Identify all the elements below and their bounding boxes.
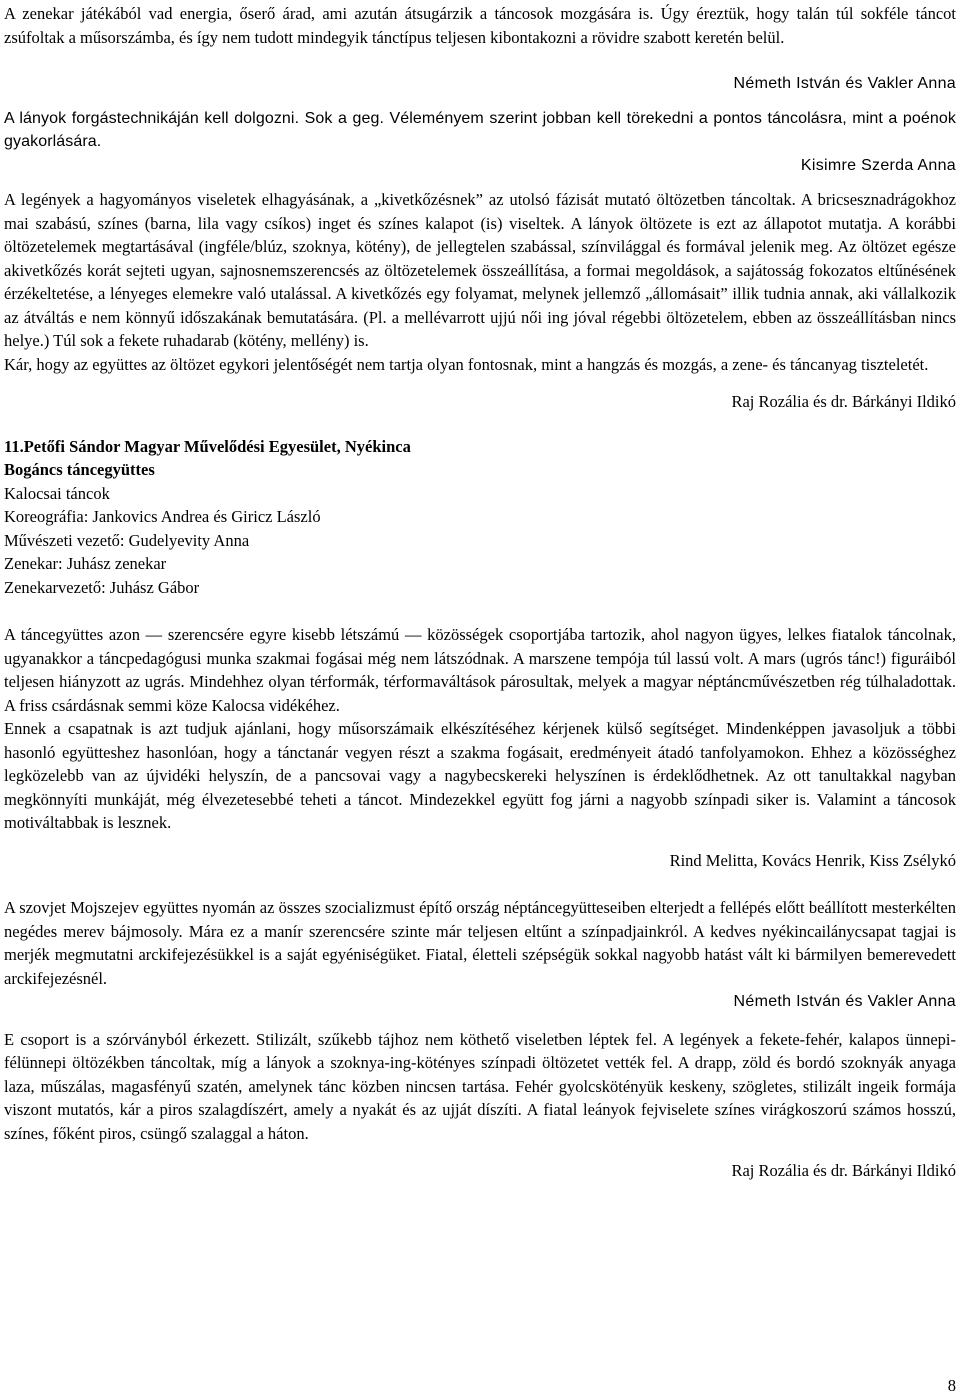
signature-raj-barkanyi: Raj Rozália és dr. Bárkányi Ildikó xyxy=(731,392,956,411)
paragraph-zenekar: A zenekar játékából vad energia, őserő árad, ami azután átsugárzik a táncosok mozgására is. Úgy éreztük, hogy talán túl sokféle táncot zsúfoltak a műsorszámba, és így nem tudott mindegyik tánctípus teljesen kibontakozni a rövidre szabott keretén belül. xyxy=(4,4,956,47)
signature-rind-kovacs-kiss: Rind Melitta, Kovács Henrik, Kiss Zsélykó xyxy=(669,850,956,870)
entry-band: Zenekar: Juhász zenekar xyxy=(4,554,167,573)
paragraph-legenyek: A legények a hagyományos viseletek elhagyásának, a „kivetkőzésnek” az utolsó fázisát mutató öltözetben táncoltak. A bricsesznadrágokhoz mai szabású, színes (barna, lila vagy csíkos) inget és színes kalapot (is) viseltek. A lányok öltözete is ezt az állapotot mutatja. A korábbi öltözetelemek megtartásával (ingféle/blúz, szoknya, kötény), de jellegtelen szabással, színvilággal és formával jelenik meg. Az öltözet egésze akivetkőzés korát sejteti ugyan, sajnosnemszerencsés az öltözetelemek összeállítása, a formai megoldások, a sajátosság fokozatos eltűnésének érzékeltetése, a lényeges elemekre való utalással. A kivetkőzés egy folyamat, melynek jellemző „állomásait” illik tudnia annak, aki vállalkozik az átváltás e nem könnyű időszakának bemutatására. (Pl. a mellévarrott ujjú női ing jóval régebbi öltözetelem, ebben az összeállításban nincs helye.) Túl sok a fekete ruhadarab (kötény, mellény) is. xyxy=(4,190,956,350)
paragraph-lanyok: A lányok forgástechnikáján kell dolgozni. Sok a geg. Véleményem szerint jobban kell törekedni a pontos táncolásra, mint a poénok gyakorlására. xyxy=(4,109,956,150)
entry-choreography: Koreográfia: Jankovics Andrea és Giricz László xyxy=(4,507,321,526)
entry-group: Bogáncs táncegyüttes xyxy=(4,460,155,479)
page-number: 8 xyxy=(947,1376,956,1395)
document-page xyxy=(4,2,956,1183)
signature-nemeth-vakler: Németh István és Vakler Anna xyxy=(733,75,956,92)
entry-bandleader: Zenekarvezető: Juhász Gábor xyxy=(4,577,200,597)
entry-artistic-director: Művészeti vezető: Gudelyevity Anna xyxy=(4,530,250,550)
paragraph-kar: Kár, hogy az együttes az öltözet egykori jelentőségét nem tartja olyan fontosnak, mint a hangzás és mozgás, a zene- és táncanyag tiszteletét. xyxy=(4,354,929,374)
paragraph-mojszejev: A szovjet Mojszejev együttes nyomán az összes szocializmust építő ország néptáncegyütteseiben elterjedt a fellépés előtt beállított mesterkélten negédes merev bájmosoly. Mára ez a manír szerencsére szinte már teljesen eltűnt a színpadjainkról. A kedves nyékincailánycsapat tagjai is merjék megmutatni arckifejezésükkel is a saját egyéniségüket. Fiatal, életteli szépségük sokkal nagyobb hatást vált ki bármilyen bemerevedett arckifejezésnél. xyxy=(4,898,956,988)
signature-raj-barkanyi-2: Raj Rozália és dr. Bárkányi Ildikó xyxy=(731,1161,956,1180)
paragraph-csapatnak: Ennek a csapatnak is azt tudjuk ajánlani, hogy műsorszámaik elkészítéséhez kérjenek külső segítséget. Mindenképpen javasoljuk a többi hasonló együtteshez hasonlóan, hogy a tánctanár vegyen részt a szakma fogásait, eredményeit átadó tanfolyamokon. Ehhez a közösséghez legközelebb van az újvidéki helyszín, de a pancsovai vagy a nagybecskereki helyszínen is érdeklődhetnek. Az ott tanultakkal nagyban megkönnyíti munkáját, még élvezetesebbé teheti a táncot. Mindezekkel együtt fog járni a nagyobb színpadi siker is. Valamint a táncosok motiváltabbak is lesznek. xyxy=(4,719,956,832)
signature-kisimre: Kisimre Szerda Anna xyxy=(800,156,956,174)
entry-title: 11.Petőfi Sándor Magyar Művelődési Egyesület, Nyékinca xyxy=(4,436,411,456)
paragraph-tancegyuttes: A táncegyüttes azon — szerencsére egyre kisebb létszámú — közösségek csoportjába tartozik, ahol nagyon ügyes, lelkes fiatalok táncolnak, ugyanakkor a táncpedagógusi munka szakmai fogásai még nem látszódnak. A marszene tempója túl lassú volt. A mars (ugrós tánc!) figuráiból teljesen hiányzott az ugrás. Mindehhez olyan térformák, térformaváltások párosultak, melyek a magyar néptáncművészetben rég túlhaladottak. A friss csárdásnak semmi köze Kalocsa vidékéhez. xyxy=(4,625,956,715)
entry-piece: Kalocsai táncok xyxy=(4,483,110,503)
paragraph-szorvany: E csoport is a szórványból érkezett. Stilizált, szűkebb tájhoz nem köthető viseletben léptek fel. A legények a fekete-fehér, kalapos ünnepi-félünnepi öltözékben táncoltak, míg a lányok a szoknya-ing-kötényes színpadi öltözetet vették fel. A drapp, zöld és bordó szoknyák anyaga laza, műszálas, magasfényű szatén, amelynek tánc közben nincsen tartása. Fehér gyolcskötényük keskeny, szögletes, stilizált ingeik formája viszont mutatós, kár a piros szalagdíszért, amely a nyakát és az ujját díszíti. A fiatal leányok fejviselete színes virágkoszorú számos hosszú, színes, főként piros, csüngő szalaggal a háton. xyxy=(4,1029,956,1143)
signature-nemeth-vakler-2: Németh István és Vakler Anna xyxy=(733,993,956,1010)
